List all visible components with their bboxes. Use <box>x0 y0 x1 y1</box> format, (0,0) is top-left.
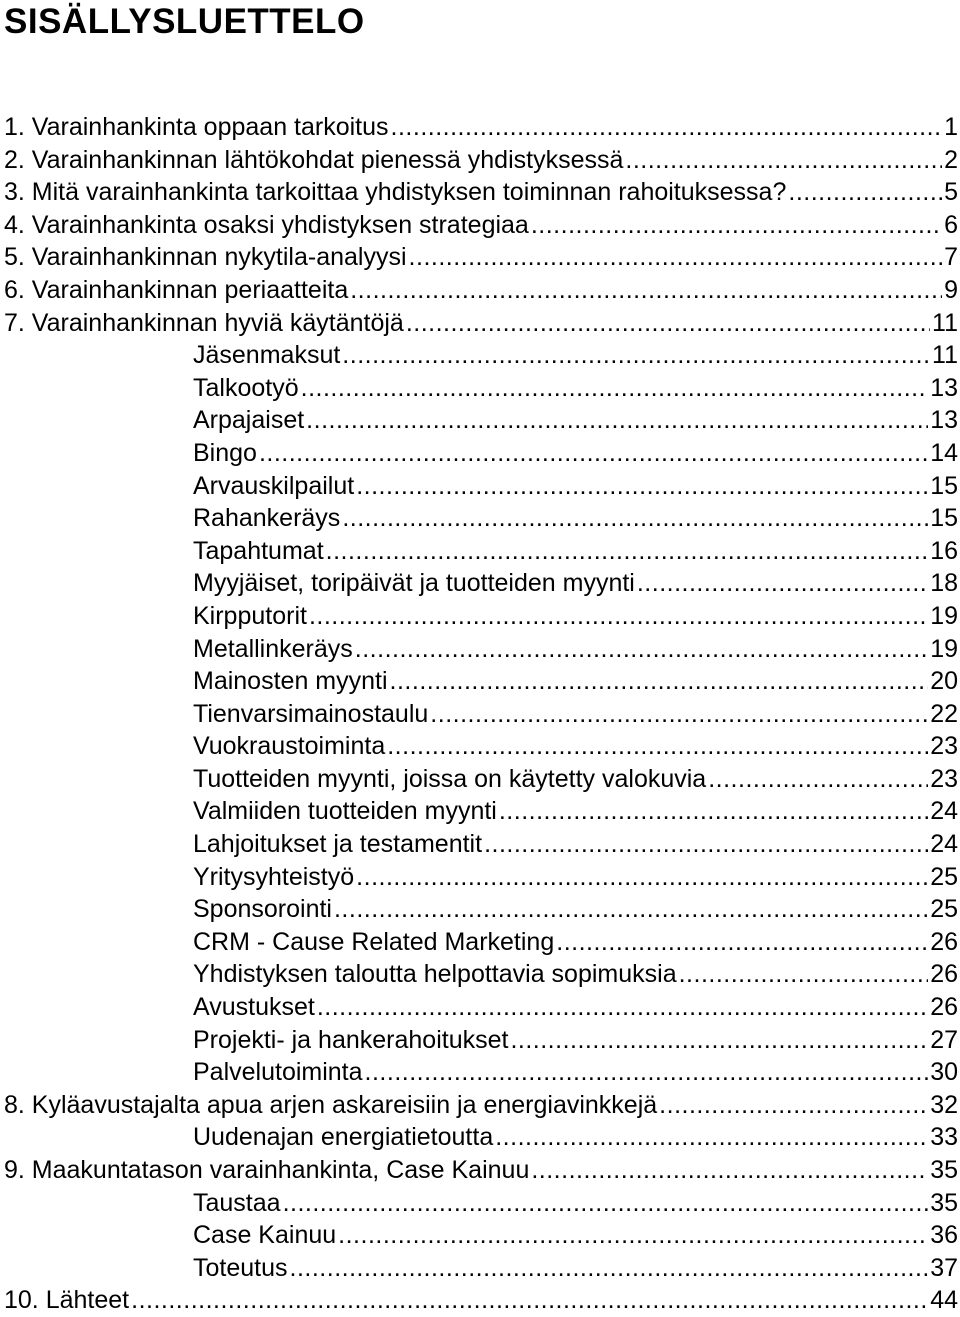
dot-leader <box>356 861 928 894</box>
toc-entry-label: Arvauskilpailut <box>193 471 355 500</box>
table-of-contents <box>0 111 960 1317</box>
toc-entry-page-number: 35 <box>930 1188 958 1217</box>
toc-entry-page-number: 20 <box>930 667 958 696</box>
toc-entry-page-number: 5 <box>944 178 958 207</box>
toc-entry[interactable] <box>0 926 960 959</box>
toc-entry-page-number: 26 <box>930 993 958 1022</box>
toc-entry-page-number: 11 <box>932 308 958 337</box>
dot-leader <box>131 1284 928 1317</box>
toc-entry[interactable] <box>0 893 960 926</box>
dot-leader <box>342 502 928 535</box>
toc-entry-page-number: 22 <box>930 699 958 728</box>
toc-entry-label: 4. Varainhankinta osaksi yhdistyksen strategiaa <box>4 210 529 239</box>
toc-entry-label: Palvelutoiminta <box>193 1058 363 1087</box>
toc-entry[interactable] <box>0 1284 960 1317</box>
toc-entry[interactable] <box>0 828 960 861</box>
dot-leader <box>306 404 928 437</box>
dot-leader <box>430 698 928 731</box>
toc-entry-label: 7. Varainhankinnan hyviä käytäntöjä <box>4 308 404 337</box>
dot-leader <box>259 437 928 470</box>
toc-entry-label: 5. Varainhankinnan nykytila-analyysi <box>4 243 407 272</box>
toc-entry-label: Uudenajan energiatietoutta <box>193 1123 494 1152</box>
toc-entry-label: 9. Maakuntatason varainhankinta, Case Kainuu <box>4 1156 530 1184</box>
toc-entry-page-number: 19 <box>930 634 958 663</box>
dot-leader <box>391 111 943 144</box>
toc-entry-page-number: 6 <box>944 210 958 239</box>
toc-entry[interactable] <box>0 372 960 405</box>
dot-leader <box>326 535 929 568</box>
dot-leader <box>350 274 942 307</box>
toc-entry-page-number: 24 <box>930 830 958 859</box>
dot-leader <box>342 339 930 372</box>
toc-entry-page-number: 37 <box>930 1253 958 1282</box>
toc-entry[interactable] <box>0 470 960 503</box>
toc-entry-label: Yritysyhteistyö <box>193 862 355 891</box>
toc-entry-label: Lahjoitukset ja testamentit <box>193 830 483 859</box>
dot-leader <box>788 176 942 209</box>
toc-entry-page-number: 26 <box>930 960 958 989</box>
toc-entry-label: Taustaa <box>193 1188 281 1217</box>
dot-leader <box>637 567 928 600</box>
toc-entry[interactable] <box>0 1219 960 1252</box>
dot-leader <box>365 1056 929 1089</box>
dot-leader <box>301 372 929 405</box>
toc-entry-page-number: 11 <box>932 341 958 370</box>
toc-entry[interactable] <box>0 633 960 666</box>
toc-entry-page-number: 9 <box>944 275 958 304</box>
toc-entry[interactable] <box>0 1252 960 1285</box>
toc-entry-label: 1. Varainhankinta oppaan tarkoitus <box>4 113 389 141</box>
toc-entry[interactable] <box>0 144 960 177</box>
page-title: SISÄLLYSLUETTELO <box>4 2 365 41</box>
dot-leader <box>283 1187 929 1220</box>
toc-entry-label: Yhdistyksen taloutta helpottavia sopimuksia <box>193 960 677 989</box>
toc-entry-label: Metallinkeräys <box>193 634 353 663</box>
dot-leader <box>334 893 928 926</box>
dot-leader <box>309 600 928 633</box>
toc-entry-page-number: 23 <box>930 732 958 761</box>
toc-entry[interactable] <box>0 1154 960 1187</box>
toc-entry-label: 10. Lähteet <box>4 1286 130 1315</box>
toc-entry-label: Jäsenmaksut <box>193 341 341 370</box>
toc-entry-page-number: 33 <box>930 1123 958 1152</box>
toc-entry[interactable] <box>0 209 960 242</box>
toc-entry[interactable] <box>0 763 960 796</box>
toc-entry[interactable] <box>0 795 960 828</box>
toc-entry-page-number: 15 <box>930 471 958 500</box>
toc-entry-label: 3. Mitä varainhankinta tarkoittaa yhdistyksen toiminnan rahoituksessa? <box>4 178 787 207</box>
dot-leader <box>659 1089 928 1122</box>
toc-entry[interactable] <box>0 241 960 274</box>
toc-entry[interactable] <box>0 502 960 535</box>
toc-entry[interactable] <box>0 176 960 209</box>
toc-entry-page-number: 30 <box>930 1058 958 1087</box>
toc-entry[interactable] <box>0 958 960 991</box>
toc-entry-label: Valmiiden tuotteiden myynti <box>193 797 497 826</box>
toc-entry[interactable] <box>0 535 960 568</box>
toc-entry-label: Myyjäiset, toripäivät ja tuotteiden myynti <box>193 569 635 598</box>
toc-entry[interactable] <box>0 730 960 763</box>
toc-entry-label: Projekti- ja hankerahoitukset <box>193 1025 509 1054</box>
toc-entry[interactable] <box>0 274 960 307</box>
toc-entry-label: Tuotteiden myynti, joissa on käytetty valokuvia <box>193 764 707 793</box>
dot-leader <box>531 209 942 242</box>
toc-entry-page-number: 36 <box>930 1221 958 1250</box>
toc-entry-page-number: 32 <box>930 1090 958 1119</box>
toc-entry[interactable] <box>0 437 960 470</box>
toc-entry-label: Vuokraustoiminta <box>193 732 386 761</box>
toc-entry-page-number: 13 <box>930 373 958 402</box>
toc-entry-label: 2. Varainhankinnan lähtökohdat pienessä yhdistyksessä <box>4 145 624 174</box>
toc-entry-label: Avustukset <box>193 993 315 1022</box>
toc-entry-label: Bingo <box>193 438 257 467</box>
dot-leader <box>499 795 928 828</box>
toc-entry-page-number: 25 <box>930 862 958 891</box>
toc-entry[interactable] <box>0 404 960 437</box>
toc-entry[interactable] <box>0 1089 960 1122</box>
dot-leader <box>338 1219 928 1252</box>
dot-leader <box>390 665 929 698</box>
toc-entry[interactable] <box>0 307 960 340</box>
dot-leader <box>356 470 928 503</box>
toc-entry[interactable] <box>0 698 960 731</box>
toc-entry[interactable] <box>0 339 960 372</box>
toc-entry[interactable] <box>0 1121 960 1154</box>
toc-entry-label: CRM - Cause Related Marketing <box>193 927 555 956</box>
toc-entry[interactable] <box>0 567 960 600</box>
dot-leader <box>531 1154 928 1187</box>
toc-entry-label: Tienvarsimainostaulu <box>193 699 429 728</box>
toc-entry-label: Kirpputorit <box>193 601 307 630</box>
toc-entry-page-number: 27 <box>930 1025 958 1054</box>
toc-entry-label: Rahankeräys <box>193 504 341 533</box>
toc-entry-page-number: 18 <box>930 569 958 598</box>
dot-leader <box>708 763 928 796</box>
dot-leader <box>409 241 943 274</box>
toc-entry[interactable] <box>0 991 960 1024</box>
dot-leader <box>556 926 928 959</box>
toc-entry-page-number: 2 <box>944 145 958 174</box>
dot-leader <box>625 144 942 177</box>
dot-leader <box>355 633 928 666</box>
toc-entry-page-number: 1 <box>944 113 958 141</box>
toc-entry-label: Toteutus <box>193 1253 288 1282</box>
dot-leader <box>484 828 928 861</box>
toc-entry[interactable] <box>0 600 960 633</box>
toc-entry[interactable] <box>0 861 960 894</box>
toc-entry-label: Mainosten myynti <box>193 667 388 696</box>
toc-entry-label: 6. Varainhankinnan periaatteita <box>4 275 349 304</box>
toc-entry-page-number: 13 <box>930 406 958 435</box>
dot-leader <box>290 1252 929 1285</box>
dot-leader <box>406 307 930 340</box>
toc-entry[interactable] <box>0 1187 960 1220</box>
toc-entry-page-number: 14 <box>930 438 958 467</box>
dot-leader <box>317 991 928 1024</box>
toc-entry-label: 8. Kyläavustajalta apua arjen askareisiin ja energiavinkkejä <box>4 1090 658 1119</box>
toc-entry-page-number: 24 <box>930 797 958 826</box>
toc-entry-page-number: 25 <box>930 895 958 924</box>
toc-entry-label: Tapahtumat <box>193 536 324 565</box>
toc-entry-label: Arpajaiset <box>193 406 305 435</box>
toc-entry-page-number: 35 <box>930 1156 958 1184</box>
dot-leader <box>510 1024 928 1057</box>
toc-entry-page-number: 16 <box>930 536 958 565</box>
toc-entry-page-number: 15 <box>930 504 958 533</box>
toc-entry-label: Case Kainuu <box>193 1221 337 1250</box>
toc-entry-label: Talkootyö <box>193 373 299 402</box>
toc-entry[interactable] <box>0 111 960 144</box>
toc-entry-page-number: 44 <box>930 1286 958 1315</box>
dot-leader <box>387 730 928 763</box>
dot-leader <box>495 1121 928 1154</box>
toc-entry[interactable] <box>0 1024 960 1057</box>
toc-entry-page-number: 23 <box>930 764 958 793</box>
toc-entry-page-number: 26 <box>930 927 958 956</box>
toc-entry-label: Sponsorointi <box>193 895 332 924</box>
toc-entry[interactable] <box>0 665 960 698</box>
toc-entry-page-number: 19 <box>930 601 958 630</box>
dot-leader <box>679 958 929 991</box>
toc-entry-page-number: 7 <box>944 243 958 272</box>
toc-entry[interactable] <box>0 1056 960 1089</box>
